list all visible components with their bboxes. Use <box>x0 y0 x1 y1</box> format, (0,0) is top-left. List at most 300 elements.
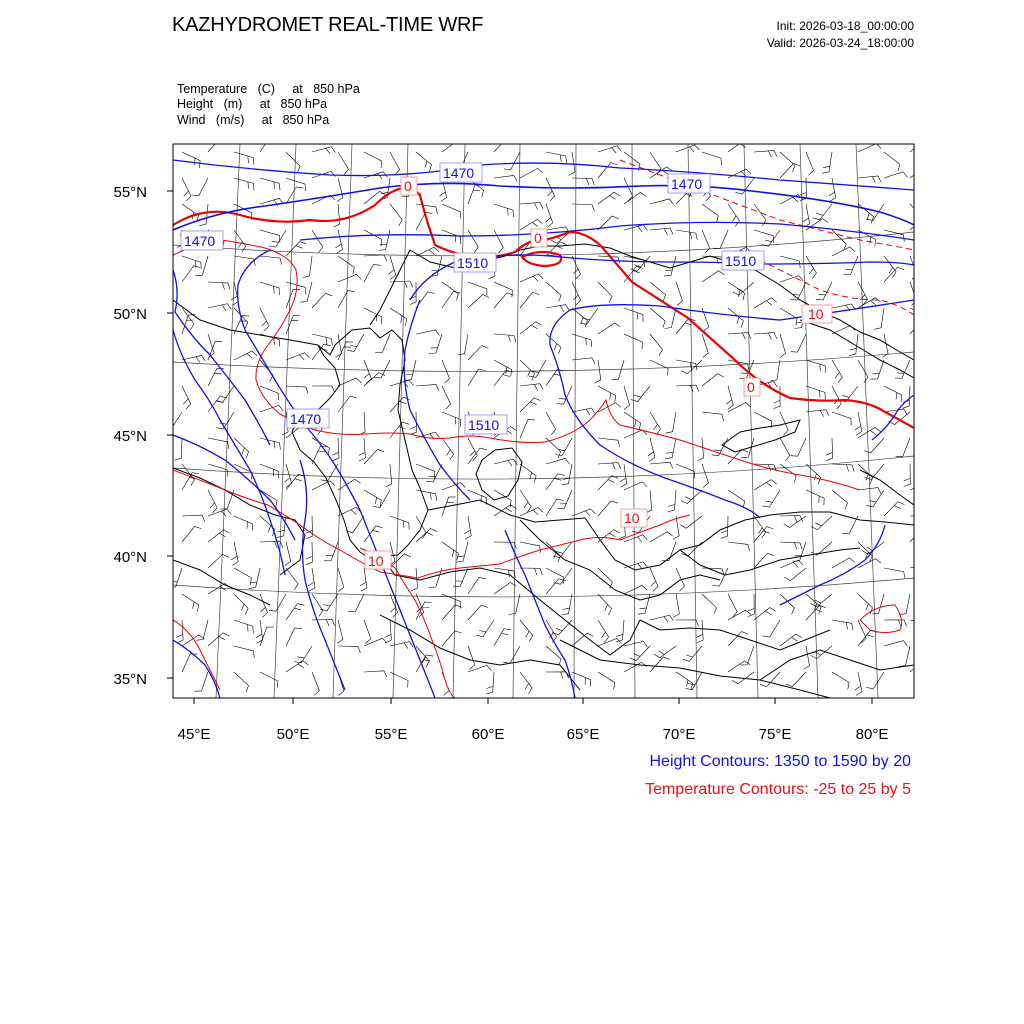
wind-barb <box>182 178 191 201</box>
wind-barb <box>786 672 806 687</box>
wind-barb <box>234 594 248 615</box>
wind-barb <box>442 282 458 300</box>
wind-barb <box>442 594 461 609</box>
wind-barb <box>182 527 201 543</box>
svg-text:10: 10 <box>808 306 824 322</box>
wind-barb <box>364 373 385 386</box>
wind-barb <box>494 542 517 549</box>
wind-barb <box>312 594 323 617</box>
wind-barb <box>338 646 360 653</box>
wind-barb <box>416 247 439 256</box>
wind-barb <box>347 334 364 351</box>
wind-barb <box>598 639 621 647</box>
svg-text:1470: 1470 <box>671 176 703 192</box>
wind-barb <box>338 274 361 282</box>
height-contour-10 <box>872 395 914 440</box>
wind-barb <box>338 396 357 412</box>
wind-barb <box>529 360 546 377</box>
wind-barb <box>390 152 400 175</box>
wind-barb <box>234 646 254 658</box>
temp-label <box>531 229 547 247</box>
svg-text:0: 0 <box>747 379 755 395</box>
wind-barb <box>702 464 709 487</box>
wind-barb <box>320 594 338 611</box>
wind-barb <box>650 462 673 468</box>
wind-barb <box>260 230 280 242</box>
wind-barb <box>182 515 205 521</box>
wind-barb <box>208 490 217 513</box>
wind-barb <box>468 577 486 594</box>
wind-barb <box>624 178 633 201</box>
wind-barb <box>780 276 803 282</box>
wind-barb <box>234 351 257 360</box>
latitude-labels <box>113 184 147 688</box>
wind-barb <box>312 386 335 393</box>
wind-barb <box>520 420 535 438</box>
wind-barb <box>572 204 594 211</box>
wind-barb <box>780 308 797 325</box>
wind-barb <box>234 568 251 585</box>
wind-barb <box>728 490 745 508</box>
temp-label <box>802 305 832 323</box>
height-contours-legend: Height Contours: 1350 to 1590 by 20 <box>649 753 911 770</box>
wind-barb <box>260 541 283 548</box>
height-label <box>668 174 710 193</box>
height-label <box>722 251 764 270</box>
wind-barb <box>494 370 513 386</box>
wind-barb <box>468 346 488 360</box>
wind-barb <box>598 672 615 690</box>
wind-barb <box>780 634 802 646</box>
wind-barb <box>780 542 802 550</box>
wind-barb <box>520 322 542 334</box>
wind-barb <box>910 527 930 542</box>
wind-barb <box>702 204 718 222</box>
wind-barb <box>728 333 751 340</box>
wind-barb <box>346 516 364 533</box>
wind-barb <box>595 360 601 383</box>
wind-barb <box>791 282 807 300</box>
wind-barb <box>895 360 910 378</box>
wind-barb <box>308 568 315 591</box>
wind-barb <box>562 594 573 615</box>
wind-barb <box>442 292 460 309</box>
wind-barb <box>338 152 348 175</box>
temp-label <box>365 551 391 569</box>
wind-barb <box>562 464 572 485</box>
wind-barb <box>442 412 461 426</box>
wind-barb <box>702 374 724 386</box>
wind-barb <box>546 282 561 302</box>
wind-barb <box>364 230 382 246</box>
wind-barb <box>468 185 482 204</box>
wind-barb <box>234 516 252 531</box>
wind-barb <box>784 568 806 581</box>
wind-barb <box>806 410 829 417</box>
wind-barb <box>855 412 862 435</box>
wind-barb <box>182 473 199 490</box>
height-contour-1 <box>173 160 914 190</box>
wind-barb <box>494 459 517 466</box>
wind-barb <box>832 386 841 409</box>
wind-barb <box>260 178 280 190</box>
wind-barb <box>208 341 222 360</box>
wind-barb <box>806 152 814 175</box>
wind-barb <box>405 360 417 380</box>
wind-barb <box>286 386 308 394</box>
wind-barb <box>702 152 721 165</box>
aral-sea-coast <box>476 448 522 500</box>
wind-barb <box>486 672 494 694</box>
wind-barb <box>208 368 224 386</box>
wind-barb <box>832 558 855 568</box>
wind-barb <box>389 256 396 280</box>
wind-barb <box>702 230 710 253</box>
wind-barb <box>910 282 917 305</box>
wind-barb <box>348 594 364 612</box>
wind-barb <box>442 605 462 620</box>
wind-barb <box>442 386 451 409</box>
wind-barb <box>494 137 514 152</box>
svg-text:0: 0 <box>404 178 412 194</box>
wind-barb <box>208 282 230 290</box>
wind-barb <box>697 438 703 461</box>
wind-barb <box>858 464 873 484</box>
wind-barb <box>312 446 328 464</box>
wind-barb <box>638 594 650 614</box>
wind-barb <box>666 412 676 433</box>
wind-barb <box>683 646 702 661</box>
wind-barb <box>910 515 933 522</box>
wind-barb <box>364 671 387 677</box>
wind-barb <box>359 438 366 461</box>
wind-barb <box>217 412 234 429</box>
wind-barb <box>858 176 881 183</box>
wind-barb <box>546 204 553 227</box>
wind-barb <box>791 438 806 456</box>
wind-barb <box>312 672 319 695</box>
wind-barb <box>598 501 618 516</box>
wind-barb <box>286 353 309 360</box>
wind-barb <box>650 228 673 235</box>
wind-barb <box>286 661 308 672</box>
height-contour-4 <box>173 270 270 445</box>
wind-barb <box>858 144 881 152</box>
wind-barb <box>871 360 885 379</box>
wind-barb <box>780 560 803 568</box>
wind-barb <box>598 163 617 178</box>
wind-barb <box>312 147 336 154</box>
wind-barb <box>884 172 907 178</box>
wind-barb <box>884 256 896 278</box>
wind-barb <box>364 152 382 168</box>
wind-barb <box>546 412 556 435</box>
wind-barb <box>379 230 391 251</box>
wind-barb <box>858 594 873 614</box>
wind-barb <box>494 334 516 342</box>
wind-barb <box>442 438 454 460</box>
wind-barb <box>520 202 543 209</box>
wind-barb <box>337 178 343 202</box>
wind-barb <box>285 542 291 565</box>
wind-barb <box>364 255 387 261</box>
wind-barb <box>728 594 737 617</box>
wind-barb <box>338 256 354 274</box>
wind-barb <box>910 139 931 152</box>
temp-label <box>621 509 647 527</box>
wind-barb <box>598 530 620 542</box>
wind-barb <box>884 386 902 402</box>
svg-text:1470: 1470 <box>184 233 216 249</box>
wind-barb <box>390 422 409 438</box>
wind-barb <box>468 646 475 669</box>
wind-barb <box>286 474 305 490</box>
wind-barb <box>182 386 191 409</box>
wind-barb <box>882 334 888 357</box>
height-contour-2 <box>300 222 914 240</box>
wind-barb <box>849 334 858 356</box>
wind-barb <box>260 256 282 265</box>
wind-barb <box>416 330 439 336</box>
wind-barb <box>286 289 300 308</box>
wind-barb <box>494 629 511 646</box>
wind-barb <box>754 151 777 158</box>
wind-barb <box>832 464 854 472</box>
wind-barb <box>733 282 754 295</box>
wind-barb <box>780 438 790 461</box>
wind-barb <box>702 412 724 421</box>
wind-barb <box>728 140 750 152</box>
wind-barb <box>332 438 339 461</box>
wind-barb <box>770 360 780 381</box>
wind-barb <box>208 554 229 568</box>
temperature-contours-legend: Temperature Contours: -25 to 25 by 5 <box>645 781 911 798</box>
wind-barb <box>884 568 905 579</box>
wind-barb <box>416 464 435 478</box>
temp-contour-5-west <box>180 235 860 490</box>
wind-barb <box>910 166 932 178</box>
wind-barb <box>468 490 486 505</box>
wind-barb <box>829 178 836 201</box>
svg-text:1470: 1470 <box>443 165 475 181</box>
height-contour-12 <box>173 640 220 698</box>
wind-barb <box>286 242 306 257</box>
lake-balkhash-coast <box>722 420 800 452</box>
svg-text:1470: 1470 <box>290 411 322 427</box>
wind-barb <box>260 386 279 400</box>
wind-barb <box>910 308 928 324</box>
wind-barb <box>754 230 774 243</box>
wind-barb <box>546 474 565 490</box>
wind-barb <box>572 256 581 279</box>
wind-barb <box>713 230 728 248</box>
wind-barb <box>650 152 661 174</box>
height-label <box>454 253 496 272</box>
wind-barb <box>494 175 517 181</box>
height-contour-3 <box>550 300 914 518</box>
wind-barb <box>546 568 564 584</box>
wind-barb <box>286 152 300 173</box>
wind-barb <box>806 605 826 620</box>
wind-barb <box>899 646 910 667</box>
temp-label <box>401 177 417 195</box>
kyrgyzstan-border <box>680 548 860 575</box>
wind-barb <box>442 672 449 695</box>
wind-barbs <box>165 135 934 695</box>
wind-barb <box>557 490 572 508</box>
wind-barb <box>676 230 697 240</box>
wind-barb <box>572 282 581 305</box>
wind-barb <box>702 594 717 614</box>
wind-barb <box>504 152 520 170</box>
wind-barb <box>728 403 751 413</box>
field-height: Height (m) at 850 hPa <box>177 97 328 111</box>
wind-barb <box>546 499 564 516</box>
lat-label: 35°N <box>113 671 147 688</box>
chart-title: KAZHYDROMET REAL-TIME WRF <box>172 14 484 36</box>
wind-barb <box>884 502 904 516</box>
wind-barb <box>624 585 647 594</box>
wind-barb <box>676 672 693 690</box>
wind-barb <box>442 483 465 491</box>
wind-barb <box>456 542 468 562</box>
field-wind: Wind (m/s) at 850 hPa <box>177 113 330 127</box>
wind-barb <box>664 256 676 276</box>
graticule <box>173 144 914 698</box>
wind-barb <box>175 438 182 460</box>
wind-barb <box>416 204 437 214</box>
wind-barb <box>182 152 200 168</box>
wind-barb <box>740 646 754 665</box>
wind-barb <box>494 204 514 217</box>
wind-barb <box>503 646 520 663</box>
wind-barb <box>286 628 302 646</box>
wind-barb <box>728 308 743 327</box>
height-label <box>287 409 329 428</box>
wind-barb <box>312 230 323 253</box>
wind-barb <box>306 516 313 539</box>
wind-barb <box>624 308 643 322</box>
wind-barb <box>858 630 877 646</box>
wind-barb <box>858 360 868 383</box>
wind-barb <box>832 672 849 689</box>
wind-barb <box>385 464 391 487</box>
wind-barb <box>359 412 365 435</box>
wind-barb <box>494 230 503 253</box>
wind-barb <box>780 334 786 358</box>
wind-barb <box>650 532 673 542</box>
wind-barb <box>832 360 842 383</box>
wind-barb <box>884 641 908 647</box>
wind-barb <box>806 256 816 279</box>
wind-barb <box>754 480 777 490</box>
svg-text:0: 0 <box>534 230 542 246</box>
wind-barb <box>673 594 679 617</box>
wind-barb <box>390 672 408 688</box>
wind-barb <box>832 247 855 256</box>
svg-text:1510: 1510 <box>457 255 489 271</box>
wind-barb <box>826 438 833 461</box>
wind-barb <box>546 305 569 312</box>
wind-barb <box>192 178 208 196</box>
wind-barb <box>260 308 269 331</box>
wind-barb <box>464 516 471 539</box>
wind-barb <box>546 178 555 201</box>
wind-barb <box>896 438 910 457</box>
lon-label: 80°E <box>855 726 889 743</box>
wind-barb <box>624 193 646 205</box>
wind-barb <box>630 646 650 661</box>
wind-barb <box>702 271 724 282</box>
wind-barb <box>306 542 313 565</box>
wind-barb <box>552 620 572 635</box>
wind-barb <box>803 204 810 227</box>
wind-barb <box>494 293 514 308</box>
wind-barb <box>910 204 924 225</box>
init-time: Init: 2026-03-18_00:00:00 <box>776 19 914 33</box>
wind-barb <box>468 665 491 672</box>
wind-barb <box>286 315 300 334</box>
wind-barb <box>234 256 255 266</box>
wind-barb <box>910 620 931 631</box>
height-contour-5 <box>404 300 470 500</box>
wind-barb <box>572 308 587 327</box>
wind-barb <box>844 256 859 275</box>
wind-barb <box>416 152 432 171</box>
wind-barb <box>303 256 312 278</box>
wind-barb <box>520 490 531 512</box>
wind-barb <box>624 535 647 542</box>
wind-barb <box>681 490 702 504</box>
wind-barb <box>520 464 536 483</box>
svg-text:10: 10 <box>368 553 384 569</box>
wind-barb <box>208 530 230 542</box>
lon-label: 55°E <box>374 726 408 743</box>
wind-barb <box>208 438 229 449</box>
wind-barb <box>598 620 609 643</box>
tajikistan-border <box>640 620 830 650</box>
lon-label: 60°E <box>471 726 505 743</box>
temp-contour-0-island <box>522 252 561 266</box>
wind-barb <box>182 256 201 269</box>
wind-barb <box>195 672 209 691</box>
wind-barb <box>312 293 332 308</box>
wind-barb <box>572 509 595 516</box>
wind-barb <box>791 334 806 352</box>
wind-barb <box>520 384 543 391</box>
wind-barb <box>442 631 462 646</box>
wind-barb <box>555 438 572 456</box>
lon-label: 65°E <box>566 726 600 743</box>
wind-barb <box>822 152 832 173</box>
wind-barb <box>780 163 800 178</box>
wind-barb <box>598 282 612 303</box>
height-label <box>440 163 482 182</box>
wind-barb <box>390 516 409 530</box>
wind-barb <box>249 568 260 589</box>
wind-barb <box>650 308 665 328</box>
wind-barb <box>468 282 487 296</box>
wind-barb <box>260 464 279 478</box>
temp-contour-10-west <box>173 470 690 578</box>
wind-barb <box>680 516 702 528</box>
wind-barb <box>520 292 539 308</box>
height-label <box>181 231 223 250</box>
wind-barb <box>762 230 780 246</box>
wind-barb <box>702 334 708 357</box>
wind-barb <box>624 266 643 282</box>
wind-barb <box>598 323 620 334</box>
